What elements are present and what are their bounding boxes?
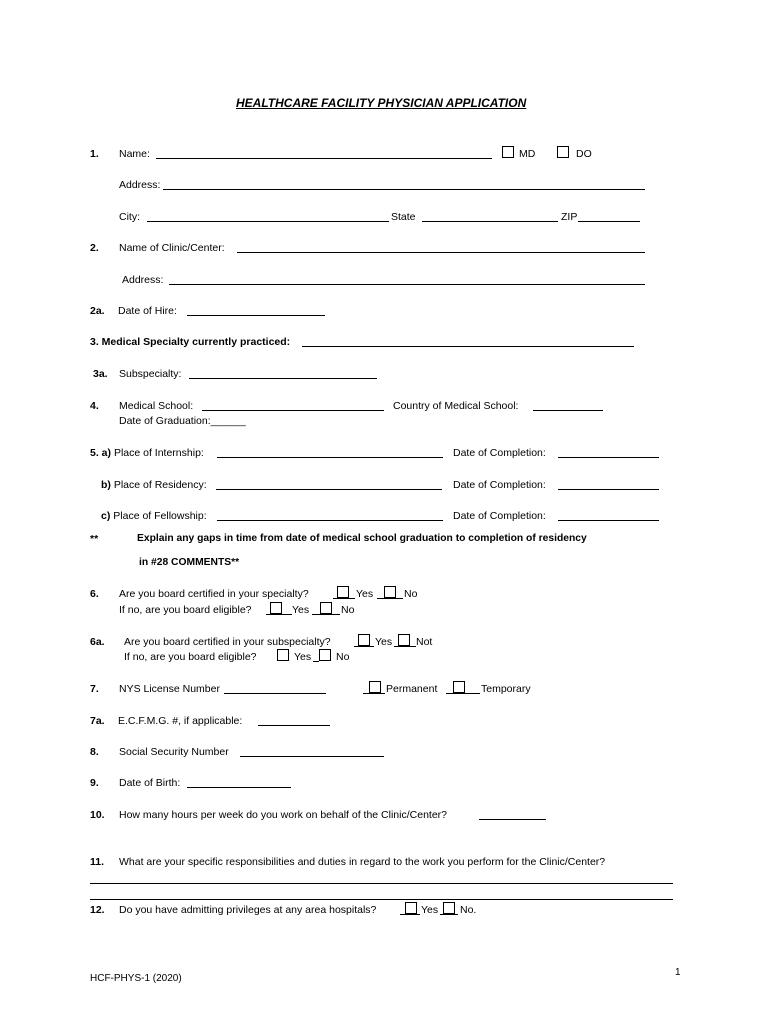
q6-eligible-no-checkbox[interactable] <box>320 602 332 614</box>
q6e-yes-blank <box>266 614 292 615</box>
residency-label: Place of Residency: <box>113 479 207 491</box>
note-stars: ** <box>90 533 99 545</box>
q6e-no-blank <box>312 614 340 615</box>
q9-number: 9. <box>90 777 99 789</box>
q2-number: 2. <box>90 242 99 254</box>
q6a-number: 6a. <box>90 636 105 648</box>
residency-completion-field[interactable] <box>558 489 659 490</box>
license-label: NYS License Number <box>119 683 220 695</box>
page-number: 1 <box>675 967 681 978</box>
md-label: MD <box>519 148 536 160</box>
md-checkbox[interactable] <box>502 146 514 158</box>
q6a-not-checkbox[interactable] <box>398 634 410 646</box>
q2a-number: 2a. <box>90 305 105 317</box>
ssn-label: Social Security Number <box>119 746 229 758</box>
graduation-label: Date of Graduation:______ <box>119 415 246 427</box>
internship-completion-label: Date of Completion: <box>453 447 546 459</box>
responsibilities-field-1[interactable] <box>90 883 673 884</box>
q3a-number: 3a. <box>93 368 108 380</box>
fellowship-row <box>101 510 207 522</box>
responsibilities-label: What are your specific responsibilities and duties in regard to the work you perform for the Clinic/Center? <box>119 856 606 868</box>
ssn-field[interactable] <box>240 756 384 757</box>
q1-number: 1. <box>90 148 99 160</box>
q12-no-blank <box>440 914 458 915</box>
gaps-note-line2: in #28 COMMENTS** <box>139 557 240 568</box>
q12-yes-checkbox[interactable] <box>405 902 417 914</box>
q4-number: 4. <box>90 400 99 412</box>
clinic-address-label: Address: <box>122 274 164 286</box>
clinic-field[interactable] <box>237 252 645 253</box>
q5b-prefix: b) <box>101 479 111 491</box>
internship-completion-field[interactable] <box>558 457 659 458</box>
q8-number: 8. <box>90 746 99 758</box>
fellowship-field[interactable] <box>217 520 443 521</box>
license-field[interactable] <box>224 693 326 694</box>
q5c-prefix: c) <box>101 510 111 522</box>
zip-field[interactable] <box>578 221 640 222</box>
q5a-prefix: 5. a) <box>90 447 112 459</box>
responsibilities-field-2[interactable] <box>90 899 673 900</box>
fellowship-completion-field[interactable] <box>558 520 659 521</box>
residency-row <box>101 479 207 491</box>
country-label: Country of Medical School: <box>393 400 519 412</box>
q6-eligible-no-label: No <box>341 604 355 616</box>
q6-no-checkbox[interactable] <box>384 586 396 598</box>
q12-yes-blank <box>400 914 420 915</box>
q6-no-label: No <box>404 588 418 600</box>
clinic-label: Name of Clinic/Center: <box>119 242 225 254</box>
zip-label: ZIP <box>561 211 578 223</box>
q6-no-blank <box>377 598 403 599</box>
temporary-label: Temporary <box>481 683 531 695</box>
q12-yes-label: Yes <box>421 904 439 916</box>
subspecialty-label: Subspecialty: <box>119 368 182 380</box>
do-label: DO <box>576 148 592 160</box>
q6-eligible-yes-checkbox[interactable] <box>270 602 282 614</box>
permanent-label: Permanent <box>386 683 438 695</box>
q6a-eligible-no-checkbox[interactable] <box>319 649 331 661</box>
admitting-privileges-label: Do you have admitting privileges at any area hospitals? <box>119 904 377 916</box>
specialty-field[interactable] <box>302 346 634 347</box>
date-of-birth-label: Date of Birth: <box>119 777 181 789</box>
q6-yes-label: Yes <box>356 588 374 600</box>
hours-per-week-label: How many hours per week do you work on behalf of the Clinic/Center? <box>119 809 448 821</box>
q12-no-label: No. <box>460 904 477 916</box>
hours-per-week-field[interactable] <box>479 819 546 820</box>
state-label: State <box>391 211 416 223</box>
subspecialty-eligible-question: If no, are you board eligible? <box>124 651 257 663</box>
ecfmg-field[interactable] <box>258 725 330 726</box>
q6a-yes-checkbox[interactable] <box>358 634 370 646</box>
date-of-birth-field[interactable] <box>187 787 291 788</box>
board-eligible-question: If no, are you board eligible? <box>119 604 252 616</box>
name-field[interactable] <box>156 158 492 159</box>
country-field[interactable] <box>533 410 603 411</box>
q10-number: 10. <box>90 809 105 821</box>
q11-number: 11. <box>90 856 105 868</box>
date-of-hire-field[interactable] <box>187 315 325 316</box>
residency-completion-label: Date of Completion: <box>453 479 546 491</box>
fellowship-label: Place of Fellowship: <box>113 510 207 522</box>
q7a-number: 7a. <box>90 715 105 727</box>
subspecialty-certified-question: Are you board certified in your subspecialty? <box>124 636 331 648</box>
fellowship-completion-label: Date of Completion: <box>453 510 546 522</box>
temporary-checkbox[interactable] <box>453 681 465 693</box>
internship-row <box>90 447 204 459</box>
address-label: Address: <box>119 179 161 191</box>
internship-label: Place of Internship: <box>113 447 204 459</box>
form-title: HEALTHCARE FACILITY PHYSICIAN APPLICATION <box>236 96 527 110</box>
q12-number: 12. <box>90 904 105 916</box>
ecfmg-label: E.C.F.M.G. #, if applicable: <box>118 715 243 727</box>
q6-yes-checkbox[interactable] <box>337 586 349 598</box>
form-code: HCF-PHYS-1 (2020) <box>90 973 182 984</box>
specialty-label: 3. Medical Specialty currently practiced: <box>90 336 291 348</box>
address-field[interactable] <box>163 189 645 190</box>
gaps-note-line1: Explain any gaps in time from date of medical school graduation to completion of residency <box>137 533 587 544</box>
city-label: City: <box>119 211 140 223</box>
q6a-eligible-yes-checkbox[interactable] <box>277 649 289 661</box>
q7-number: 7. <box>90 683 99 695</box>
state-field[interactable] <box>422 221 558 222</box>
residency-field[interactable] <box>216 489 442 490</box>
q6a-eligible-blank <box>313 661 319 662</box>
q6a-yes-blank <box>354 646 374 647</box>
name-label: Name: <box>119 148 150 160</box>
q6-number: 6. <box>90 588 99 600</box>
q6a-yes-label: Yes <box>375 636 393 648</box>
temporary-blank <box>446 693 480 694</box>
do-checkbox[interactable] <box>557 146 569 158</box>
q6a-not-blank <box>394 646 416 647</box>
q6-yes-blank <box>333 598 355 599</box>
internship-field[interactable] <box>217 457 443 458</box>
q6-eligible-yes-label: Yes <box>292 604 310 616</box>
permanent-blank <box>363 693 385 694</box>
date-of-hire-label: Date of Hire: <box>118 305 177 317</box>
medical-school-field[interactable] <box>202 410 384 411</box>
permanent-checkbox[interactable] <box>369 681 381 693</box>
clinic-address-field[interactable] <box>169 284 645 285</box>
q6a-eligible-yes-label: Yes <box>294 651 312 663</box>
q12-no-checkbox[interactable] <box>443 902 455 914</box>
city-field[interactable] <box>147 221 389 222</box>
board-certified-question: Are you board certified in your specialty? <box>119 588 309 600</box>
subspecialty-field[interactable] <box>189 378 377 379</box>
q6a-eligible-no-label: No <box>336 651 350 663</box>
medical-school-label: Medical School: <box>119 400 194 412</box>
q6a-not-label: Not <box>416 636 433 648</box>
